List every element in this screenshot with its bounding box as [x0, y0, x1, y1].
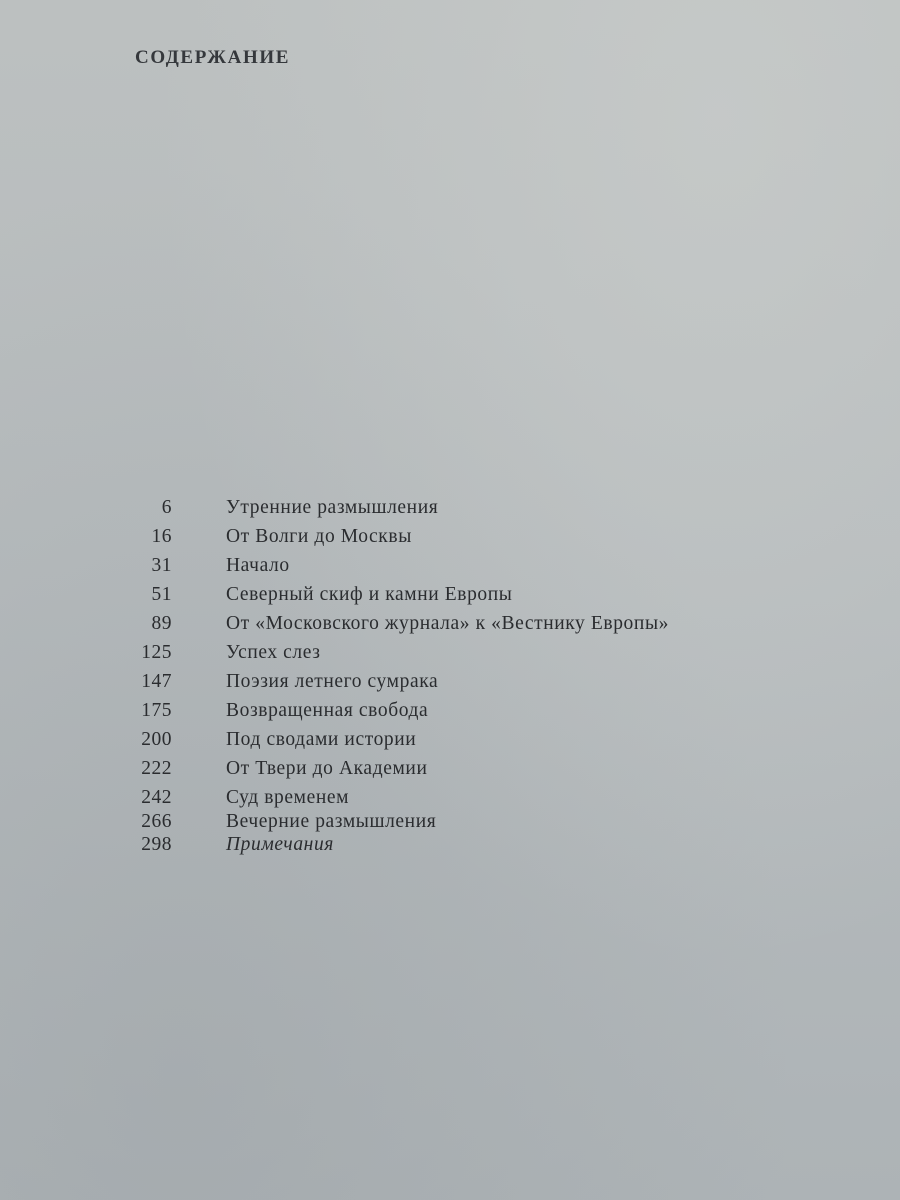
toc-entry: [0, 758, 900, 787]
toc-page-number: 242: [141, 787, 172, 808]
toc-chapter-title: Успех слез: [226, 642, 321, 663]
toc-entry: [0, 526, 900, 555]
toc-page-number: 125: [141, 642, 172, 663]
toc-chapter-title: Утренние размышления: [226, 497, 439, 518]
page-title: СОДЕРЖАНИЕ: [135, 47, 290, 68]
toc-page-number: 16: [151, 526, 172, 547]
toc-entry: [0, 613, 900, 642]
toc-page-number: 200: [141, 729, 172, 750]
toc-entry: [0, 497, 900, 526]
toc-chapter-title: Под сводами истории: [226, 729, 417, 750]
toc-entry: [0, 729, 900, 758]
toc-chapter-title: Возвращенная свобода: [226, 700, 429, 721]
toc-chapter-title: От Волги до Москвы: [226, 526, 412, 547]
toc-entry: [0, 584, 900, 613]
toc-page-number: 175: [141, 700, 172, 721]
toc-entry: [0, 555, 900, 584]
toc-chapter-title: От Твери до Академии: [226, 758, 428, 779]
toc-entry: [0, 834, 900, 858]
toc-entry: [0, 671, 900, 700]
toc-page-number: 31: [151, 555, 172, 576]
toc-chapter-title: Вечерние размышления: [226, 810, 437, 832]
toc-chapter-title: Северный скиф и камни Европы: [226, 584, 513, 605]
toc-chapter-title: Поэзия летнего сумрака: [226, 671, 439, 692]
toc-page-number: 6: [161, 497, 172, 518]
toc-entry: [0, 811, 900, 835]
toc-entry: [0, 642, 900, 671]
toc-chapter-title: Суд временем: [226, 787, 350, 808]
toc-chapter-title: Начало: [226, 555, 290, 576]
toc-entry: [0, 787, 900, 811]
toc-chapter-title: От «Московского журнала» к «Вестнику Европы»: [226, 613, 669, 634]
toc-page-number: 89: [151, 613, 172, 634]
toc-page-number: 51: [151, 584, 172, 605]
toc-page-number: 266: [141, 810, 172, 832]
toc-chapter-title: Примечания: [226, 834, 334, 855]
toc-entry: [0, 700, 900, 729]
toc-page-number: 222: [141, 758, 172, 779]
table-of-contents: [0, 497, 900, 858]
toc-page-number: 147: [141, 671, 172, 692]
toc-page-number: 298: [141, 834, 172, 855]
